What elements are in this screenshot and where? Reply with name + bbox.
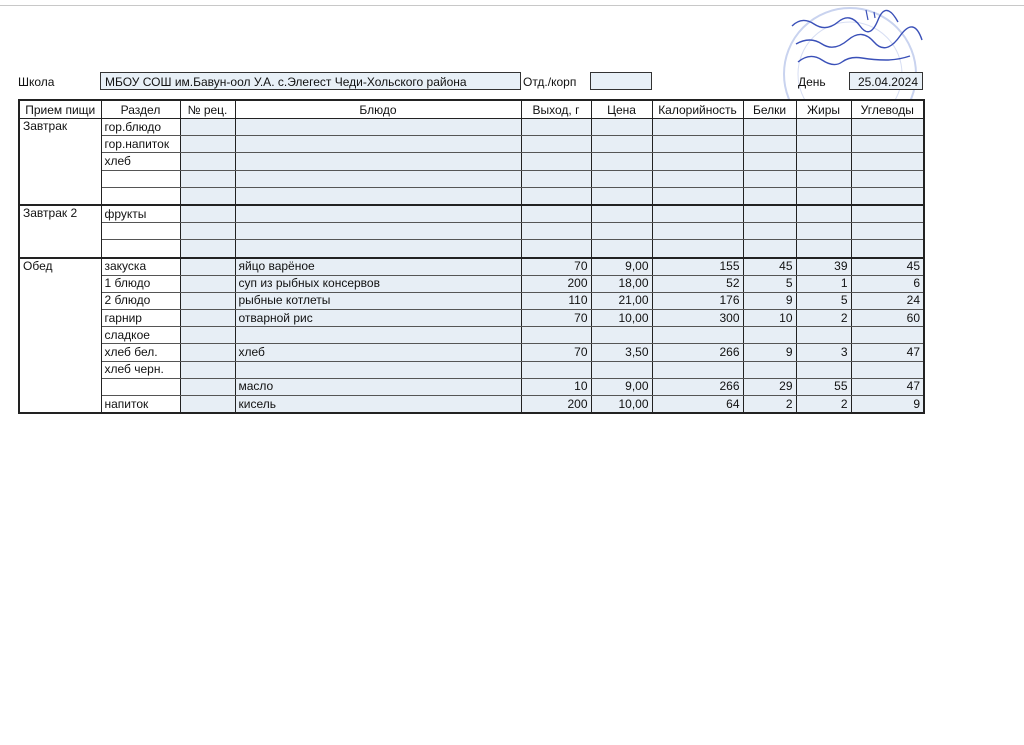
protein-cell: 5: [743, 275, 796, 292]
dept-field: [590, 72, 652, 90]
dish-cell: [235, 136, 521, 153]
fat-cell: [796, 361, 851, 378]
carbs-cell: [851, 240, 924, 258]
fat-cell: 55: [796, 378, 851, 395]
section-cell: гарнир: [101, 310, 180, 327]
day-label: День: [798, 75, 826, 89]
col-header-fat: Жиры: [796, 100, 851, 119]
col-header-section: Раздел: [101, 100, 180, 119]
price-cell: 9,00: [591, 378, 652, 395]
carbs-cell: 60: [851, 310, 924, 327]
fat-cell: 1: [796, 275, 851, 292]
fat-cell: [796, 240, 851, 258]
carbs-cell: [851, 170, 924, 187]
price-cell: [591, 240, 652, 258]
carbs-cell: 24: [851, 292, 924, 309]
carbs-cell: [851, 153, 924, 170]
output-cell: [521, 170, 591, 187]
carbs-cell: 9: [851, 396, 924, 414]
table-row: [19, 119, 924, 136]
section-cell: гор.блюдо: [101, 119, 180, 136]
table-row: [19, 344, 924, 361]
section-cell: [101, 223, 180, 240]
menu-table: [18, 99, 925, 414]
price-cell: [591, 187, 652, 205]
calories-cell: [652, 223, 743, 240]
output-cell: 10: [521, 378, 591, 395]
calories-cell: [652, 205, 743, 223]
calories-cell: [652, 327, 743, 344]
fat-cell: 2: [796, 310, 851, 327]
table-row: [19, 170, 924, 187]
section-cell: [101, 187, 180, 205]
table-row: [19, 275, 924, 292]
fat-cell: 2: [796, 396, 851, 414]
protein-cell: [743, 170, 796, 187]
fat-cell: [796, 187, 851, 205]
output-cell: [521, 327, 591, 344]
table-row: [19, 292, 924, 309]
dish-cell: [235, 119, 521, 136]
recipe-cell: [180, 170, 235, 187]
price-cell: 9,00: [591, 258, 652, 276]
fat-cell: [796, 327, 851, 344]
price-cell: 18,00: [591, 275, 652, 292]
recipe-cell: [180, 187, 235, 205]
calories-cell: 155: [652, 258, 743, 276]
dish-cell: [235, 187, 521, 205]
carbs-cell: 45: [851, 258, 924, 276]
output-cell: 70: [521, 310, 591, 327]
dish-cell: [235, 240, 521, 258]
col-header-protein: Белки: [743, 100, 796, 119]
protein-cell: 9: [743, 344, 796, 361]
dish-cell: [235, 327, 521, 344]
col-header-price: Цена: [591, 100, 652, 119]
recipe-cell: [180, 223, 235, 240]
price-cell: 10,00: [591, 396, 652, 414]
fat-cell: [796, 205, 851, 223]
calories-cell: 64: [652, 396, 743, 414]
price-cell: [591, 153, 652, 170]
carbs-cell: [851, 223, 924, 240]
output-cell: 200: [521, 275, 591, 292]
calories-cell: [652, 170, 743, 187]
carbs-cell: [851, 327, 924, 344]
recipe-cell: [180, 119, 235, 136]
fat-cell: 5: [796, 292, 851, 309]
table-row: [19, 136, 924, 153]
price-cell: [591, 170, 652, 187]
dish-cell: масло: [235, 378, 521, 395]
fat-cell: 3: [796, 344, 851, 361]
document-header: [18, 72, 924, 92]
carbs-cell: 47: [851, 378, 924, 395]
table-row: [19, 310, 924, 327]
calories-cell: 176: [652, 292, 743, 309]
recipe-cell: [180, 275, 235, 292]
output-cell: [521, 119, 591, 136]
table-row: [19, 396, 924, 414]
recipe-cell: [180, 153, 235, 170]
section-cell: 1 блюдо: [101, 275, 180, 292]
calories-cell: [652, 361, 743, 378]
meal-name-cell: Завтрак: [19, 119, 101, 205]
protein-cell: [743, 205, 796, 223]
section-cell: закуска: [101, 258, 180, 276]
output-cell: [521, 240, 591, 258]
protein-cell: [743, 361, 796, 378]
output-cell: [521, 136, 591, 153]
recipe-cell: [180, 136, 235, 153]
price-cell: [591, 205, 652, 223]
recipe-cell: [180, 327, 235, 344]
dish-cell: [235, 361, 521, 378]
calories-cell: 266: [652, 344, 743, 361]
col-header-meal: Прием пищи: [19, 100, 101, 119]
price-cell: [591, 361, 652, 378]
carbs-cell: [851, 361, 924, 378]
price-cell: [591, 119, 652, 136]
recipe-cell: [180, 292, 235, 309]
school-label: Школа: [18, 75, 55, 89]
recipe-cell: [180, 258, 235, 276]
output-cell: 70: [521, 258, 591, 276]
table-row: [19, 240, 924, 258]
recipe-cell: [180, 396, 235, 414]
table-row: [19, 223, 924, 240]
fat-cell: [796, 170, 851, 187]
table-row: [19, 205, 924, 223]
section-cell: [101, 378, 180, 395]
calories-cell: 300: [652, 310, 743, 327]
protein-cell: 29: [743, 378, 796, 395]
protein-cell: [743, 223, 796, 240]
protein-cell: [743, 327, 796, 344]
protein-cell: 9: [743, 292, 796, 309]
dish-cell: [235, 153, 521, 170]
recipe-cell: [180, 310, 235, 327]
output-cell: 70: [521, 344, 591, 361]
calories-cell: 52: [652, 275, 743, 292]
output-cell: [521, 205, 591, 223]
carbs-cell: [851, 119, 924, 136]
calories-cell: [652, 240, 743, 258]
recipe-cell: [180, 378, 235, 395]
col-header-calories: Калорийность: [652, 100, 743, 119]
protein-cell: [743, 240, 796, 258]
price-cell: [591, 223, 652, 240]
col-header-recipe: № рец.: [180, 100, 235, 119]
calories-cell: [652, 187, 743, 205]
protein-cell: [743, 187, 796, 205]
carbs-cell: [851, 187, 924, 205]
section-cell: [101, 240, 180, 258]
protein-cell: [743, 119, 796, 136]
calories-cell: 266: [652, 378, 743, 395]
section-cell: хлеб: [101, 153, 180, 170]
day-field: 25.04.2024: [849, 72, 923, 90]
menu-table-body: [19, 119, 924, 414]
carbs-cell: [851, 205, 924, 223]
protein-cell: [743, 153, 796, 170]
output-cell: [521, 153, 591, 170]
price-cell: 10,00: [591, 310, 652, 327]
protein-cell: 45: [743, 258, 796, 276]
dish-cell: [235, 205, 521, 223]
dish-cell: яйцо варёное: [235, 258, 521, 276]
carbs-cell: 47: [851, 344, 924, 361]
fat-cell: 39: [796, 258, 851, 276]
col-header-output: Выход, г: [521, 100, 591, 119]
dish-cell: суп из рыбных консервов: [235, 275, 521, 292]
output-cell: [521, 223, 591, 240]
section-cell: хлеб бел.: [101, 344, 180, 361]
dept-label: Отд./корп: [523, 75, 577, 89]
calories-cell: [652, 136, 743, 153]
fat-cell: [796, 153, 851, 170]
section-cell: 2 блюдо: [101, 292, 180, 309]
fat-cell: [796, 136, 851, 153]
dish-cell: [235, 223, 521, 240]
dish-cell: хлеб: [235, 344, 521, 361]
dish-cell: кисель: [235, 396, 521, 414]
col-header-carbs: Углеводы: [851, 100, 924, 119]
table-row: [19, 378, 924, 395]
fat-cell: [796, 223, 851, 240]
output-cell: [521, 187, 591, 205]
section-cell: фрукты: [101, 205, 180, 223]
output-cell: [521, 361, 591, 378]
dish-cell: отварной рис: [235, 310, 521, 327]
carbs-cell: [851, 136, 924, 153]
table-row: [19, 258, 924, 276]
school-name-field: МБОУ СОШ им.Бавун-оол У.А. с.Элегест Чеди-Хольского района: [100, 72, 521, 90]
section-cell: хлеб черн.: [101, 361, 180, 378]
fat-cell: [796, 119, 851, 136]
table-row: [19, 327, 924, 344]
section-cell: сладкое: [101, 327, 180, 344]
section-cell: [101, 170, 180, 187]
dish-cell: рыбные котлеты: [235, 292, 521, 309]
calories-cell: [652, 119, 743, 136]
protein-cell: 2: [743, 396, 796, 414]
protein-cell: 10: [743, 310, 796, 327]
table-header-row: [19, 100, 924, 119]
protein-cell: [743, 136, 796, 153]
section-cell: напиток: [101, 396, 180, 414]
output-cell: 200: [521, 396, 591, 414]
table-row: [19, 361, 924, 378]
output-cell: 110: [521, 292, 591, 309]
price-cell: 21,00: [591, 292, 652, 309]
price-cell: [591, 136, 652, 153]
section-cell: гор.напиток: [101, 136, 180, 153]
dish-cell: [235, 170, 521, 187]
price-cell: 3,50: [591, 344, 652, 361]
recipe-cell: [180, 205, 235, 223]
calories-cell: [652, 153, 743, 170]
meal-name-cell: Обед: [19, 258, 101, 414]
price-cell: [591, 327, 652, 344]
carbs-cell: 6: [851, 275, 924, 292]
col-header-dish: Блюдо: [235, 100, 521, 119]
recipe-cell: [180, 361, 235, 378]
recipe-cell: [180, 240, 235, 258]
recipe-cell: [180, 344, 235, 361]
meal-name-cell: Завтрак 2: [19, 205, 101, 258]
table-row: [19, 187, 924, 205]
table-row: [19, 153, 924, 170]
